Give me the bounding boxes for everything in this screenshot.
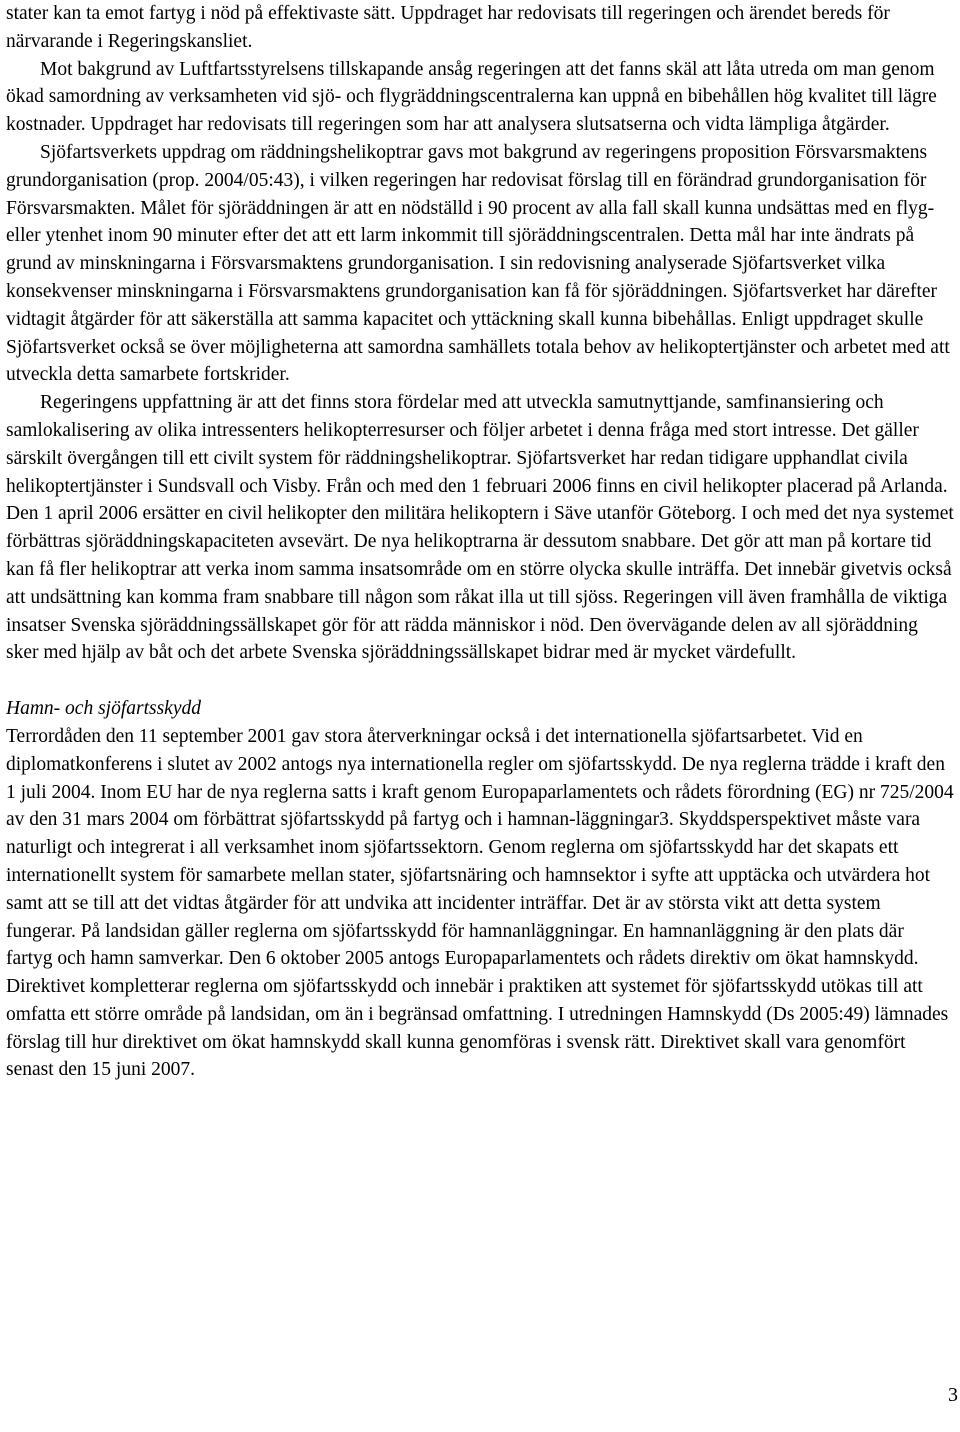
paragraph-government-view: Regeringens uppfattning är att det finns stora fördelar med att utveckla samutnyttjande, samfinansiering och samlokalisering av olika intressenters helikopterresurser och följer arbetet i denna fråga med stort intresse. Det gäller särskilt övergången till ett civilt system för räddningshelikoptrar. Sjöfartsverket har redan tidigare upphandlat civila helikoptertjänster i Sundsvall och Visby. Från och med den 1 februari 2006 finns en civil helikopter placerad på Arlanda. Den 1 april 2006 ersätter en civil helikopter den militära helikoptern i Säve utanför Göteborg. I och med det nya systemet förbättras sjöräddningskapaciteten avsevärt. De nya helikoptrarna är dessutom snabbare. Det gör att man på kortare tid kan få fler helikoptrar att verka inom samma insatsområde om en större olycka skulle inträffa. Det innebär givetvis också att undsättning kan komma fram snabbare till någon som råkat illa ut till sjöss. Regeringen vill även framhålla de viktiga insatser Svenska sjöräddningssällskapet gör för att rädda människor i nöd. Den övervägande delen av all sjöräddning sker med hjälp av båt och det arbete Svenska sjöräddningssällskapet bidrar med är mycket värdefullt.	[6, 392, 954, 664]
paragraph-rescue-helicopters: Sjöfartsverkets uppdrag om räddningshelikoptrar gavs mot bakgrund av regeringens proposition Försvarsmaktens grundorganisation (prop. 2004/05:43), i vilken regeringen har redovisat förslag till en förändrad grundorganisation för Försvarsmakten. Målet för sjöräddningen är att en nödställd i 90 procent av alla fall skall kunna undsättas med en flyg- eller ytenhet inom 90 minuter efter det att ett larm inkommit till sjöräddningscentralen. Detta mål har inte ändrats på grund av minskningarna i Försvarsmaktens grundorganisation. I sin redovisning analyserade Sjöfartsverket vilka konsekvenser minskningarna i Försvarsmaktens grundorganisation kan få för sjöräddningen. Sjöfartsverket har därefter vidtagit åtgärder för att säkerställa att samma kapacitet och yttäckning skall kunna bibehållas. Enligt uppdraget skulle Sjöfartsverket också se över möjligheterna att samordna samhällets totala behov av helikoptertjänster och arbetet med att utveckla detta samarbete fortskrider.	[6, 141, 950, 386]
paragraph-port-security: Terrordåden den 11 september 2001 gav stora återverkningar också i det internationella sjöfartsarbetet. Vid en diplomatkonferens i slutet av 2002 antogs nya internationella regler om sjöfartsskydd. De nya reglerna trädde i kraft den 1 juli 2004. Inom EU har de nya reglerna satts i kraft genom Europaparlamentets och rådets förordning (EG) nr 725/2004 av den 31 mars 2004 om förbättrat sjöfartsskydd på fartyg och i hamnan-läggningar3. Skyddsperspektivet måste vara naturligt och integrerat i all verksamhet inom sjöfartssektorn. Genom reglerna om sjöfartsskydd har det skapats ett internationellt system för samarbete mellan stater, sjöfartsnäring och hamnsektor i syfte att upptäcka och utvärdera hot samt att se till att det vidtas åtgärder för att undvika att incidenter inträffar. Det är av största vikt att detta system fungerar. På landsidan gäller reglerna om sjöfartsskydd för hamnanläggningar. En hamnanläggning är den plats där fartyg och hamn samverkar. Den 6 oktober 2005 antogs Europaparlamentets och rådets direktiv om ökat hamnskydd. Direktivet kompletterar reglerna om sjöfartsskydd och innebär i praktiken att systemet för sjöfartsskydd utökas till att omfatta ett större område på landsidan, om än i begränsad omfattning. I utredningen Hamnskydd (Ds 2005:49) lämnades förslag till hur direktivet om ökat hamnskydd skall kunna genomföras i svensk rätt. Direktivet skall vara genomfört senast den 15 juni 2007.	[6, 725, 954, 1081]
document-page	[6, 0, 954, 1084]
paragraph-continuation: stater kan ta emot fartyg i nöd på effektivaste sätt. Uppdraget har redovisats till regeringen och ärendet bereds för närvarande i Regeringskansliet.	[6, 3, 890, 52]
paragraph-rescue-coordination: Mot bakgrund av Luftfartsstyrelsens tillskapande ansåg regeringen att det fanns skäl att låta utreda om man genom ökad samordning av verksamheten vid sjö- och flygräddningscentralerna kan uppnå en bibehållen hög kvalitet till lägre kostnader. Uppdraget har redovisats till regeringen som har att analysera slutsatserna och vidta lämpliga åtgärder.	[6, 58, 937, 136]
page-number: 3	[948, 1384, 958, 1406]
section-heading: Hamn- och sjöfartsskydd	[6, 698, 201, 720]
